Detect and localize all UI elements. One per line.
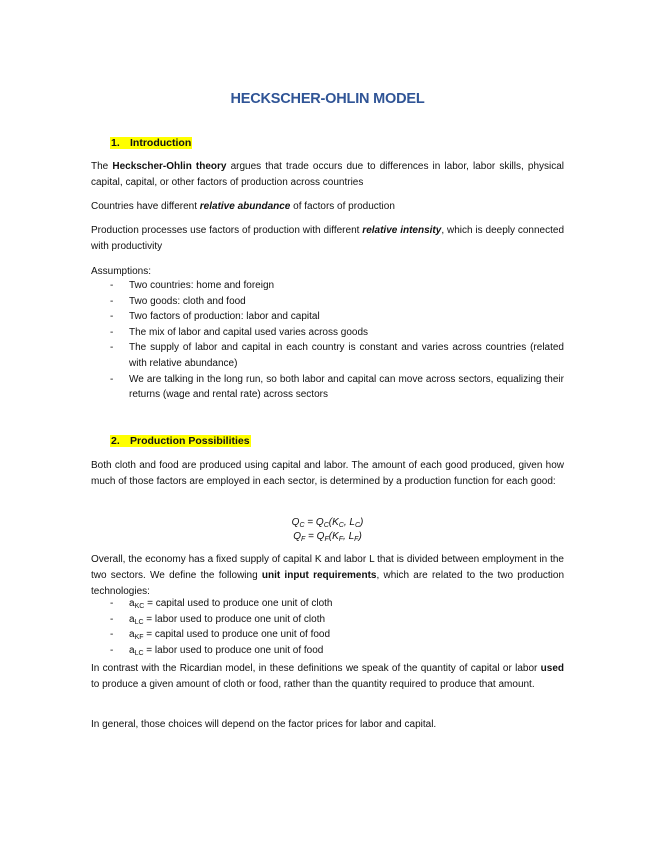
- list-item-text: The supply of labor and capital in each country is constant and varies across countries (related with relative abundance): [129, 342, 564, 369]
- eq-subscript: C: [338, 522, 344, 529]
- text-run: to produce a given amount of cloth or food, rather than the quantity required to produce that amount.: [91, 679, 535, 690]
- eq-subscript: F: [324, 536, 329, 543]
- assumptions-list: [91, 278, 564, 403]
- bold-term: Heckscher-Ohlin theory: [112, 161, 227, 172]
- list-item: - $a_{KC}$ = capital used to produce one unit of cloth: [110, 598, 333, 610]
- eq-symbol: ): [358, 531, 362, 542]
- eq-subscript: F: [354, 536, 359, 543]
- text-run: of factors of production: [290, 201, 395, 212]
- eq-symbol: = Q: [304, 517, 324, 528]
- bold-term: unit input requirements: [261, 570, 377, 581]
- req-symbol: a: [129, 613, 135, 625]
- production-function-food: [91, 530, 564, 544]
- section-heading-introduction: [110, 137, 192, 149]
- list-item: - We are talking in the long run, so both labor and capital can move across sectors, equalizing their returns (wage and rental rate) across sectors: [110, 373, 564, 401]
- production-paragraph-4: In general, those choices will depend on the factor prices for labor and capital.: [91, 719, 437, 730]
- req-symbol: a: [129, 644, 135, 656]
- req-subscript: LC: [134, 649, 144, 657]
- list-item-text: = capital used to produce one unit of food: [143, 629, 331, 641]
- section-title: Production Possibilities: [130, 435, 250, 447]
- list-item: - The supply of labor and capital in each country is constant and varies across countries (related with relative abundance): [110, 342, 564, 369]
- section-number: 2.: [111, 435, 120, 447]
- eq-symbol: Q: [293, 531, 301, 542]
- list-item: - $a_{LC}$ = labor used to produce one unit of cloth: [110, 613, 326, 626]
- req-subscript: KF: [134, 634, 144, 642]
- assumptions-label: Assumptions:: [91, 266, 152, 277]
- text-run: Countries have different: [91, 201, 200, 212]
- eq-symbol: (K: [328, 531, 339, 542]
- production-paragraph-3: [91, 661, 564, 693]
- emphasis-term: relative intensity: [362, 225, 442, 236]
- text-run: argues that trade occurs due to differences in labor, labor skills, physical capital, capital, or other factors of production across countries: [91, 161, 565, 188]
- eq-subscript: C: [299, 522, 305, 529]
- list-item-text: Two factors of production: labor and capital: [129, 311, 320, 323]
- unit-requirements-list: [91, 596, 564, 658]
- req-subscript: LC: [134, 618, 144, 626]
- text-run: Production processes use factors of production with different: [91, 225, 363, 236]
- list-item: - The mix of labor and capital used varies across goods: [110, 326, 369, 338]
- list-item-text: The mix of labor and capital used varies across goods: [129, 326, 369, 338]
- eq-symbol: Q: [291, 517, 300, 528]
- section-number: 1.: [111, 137, 120, 149]
- eq-subscript: C: [323, 522, 329, 529]
- text-run: , which are related to the two production technologies:: [91, 570, 565, 597]
- eq-symbol: (K: [328, 517, 339, 528]
- list-item: - Two goods: cloth and food: [110, 295, 246, 307]
- req-symbol: a: [129, 598, 135, 609]
- list-item-text: We are talking in the long run, so both labor and capital can move across sectors, equalizing their returns (wage and rental rate) across sectors: [129, 373, 564, 401]
- list-item-text: = labor used to produce one unit of food: [143, 644, 324, 656]
- eq-subscript: C: [354, 522, 360, 529]
- eq-subscript: F: [301, 536, 306, 543]
- emphasis-term: relative abundance: [199, 201, 291, 212]
- intro-paragraph-1: [91, 159, 564, 191]
- production-paragraph-1: Both cloth and food are produced using capital and labor. The amount of each good produced, given how much of those factors are employed in each sector, is determined by a production function for each good:: [91, 460, 564, 487]
- eq-symbol: = Q: [305, 531, 325, 542]
- list-item: - Two countries: home and foreign: [110, 280, 275, 291]
- section-heading-production-possibilities: [110, 435, 251, 447]
- intro-paragraph-3: [91, 223, 564, 255]
- req-symbol: a: [129, 629, 135, 641]
- production-function-cloth: [91, 516, 564, 530]
- text-run: Overall, the economy has a fixed supply of capital K and labor L that is divided between employment in the two sectors. We define the following: [91, 554, 564, 581]
- req-subscript: KC: [134, 603, 145, 610]
- production-paragraph-2: [91, 552, 564, 600]
- eq-subscript: F: [338, 536, 344, 543]
- list-item: - $a_{LC}$ = labor used to produce one unit of food: [110, 644, 324, 657]
- text-run: The: [91, 161, 113, 172]
- list-item-text: = capital used to produce one unit of cloth: [144, 598, 333, 609]
- list-item-text: = labor used to produce one unit of cloth: [143, 613, 326, 625]
- list-item-text: Two countries: home and foreign: [129, 280, 275, 291]
- eq-symbol: , L: [343, 531, 355, 542]
- list-item: - Two factors of production: labor and capital: [110, 311, 320, 323]
- intro-paragraph-2: [91, 199, 564, 215]
- list-item-text: Two goods: cloth and food: [129, 295, 246, 307]
- eq-symbol: , L: [343, 517, 355, 528]
- list-item: - $a_{KF}$ = capital used to produce one unit of food: [110, 629, 331, 642]
- eq-symbol: ): [360, 517, 364, 528]
- document-title: HECKSCHER-OHLIN MODEL: [230, 91, 425, 107]
- text-run: , which is deeply connected with productivity: [91, 225, 565, 252]
- section-title: Introduction: [130, 137, 192, 149]
- bold-term: used: [540, 663, 564, 674]
- text-run: In contrast with the Ricardian model, in these definitions we speak of the quantity of capital or labor: [91, 663, 541, 674]
